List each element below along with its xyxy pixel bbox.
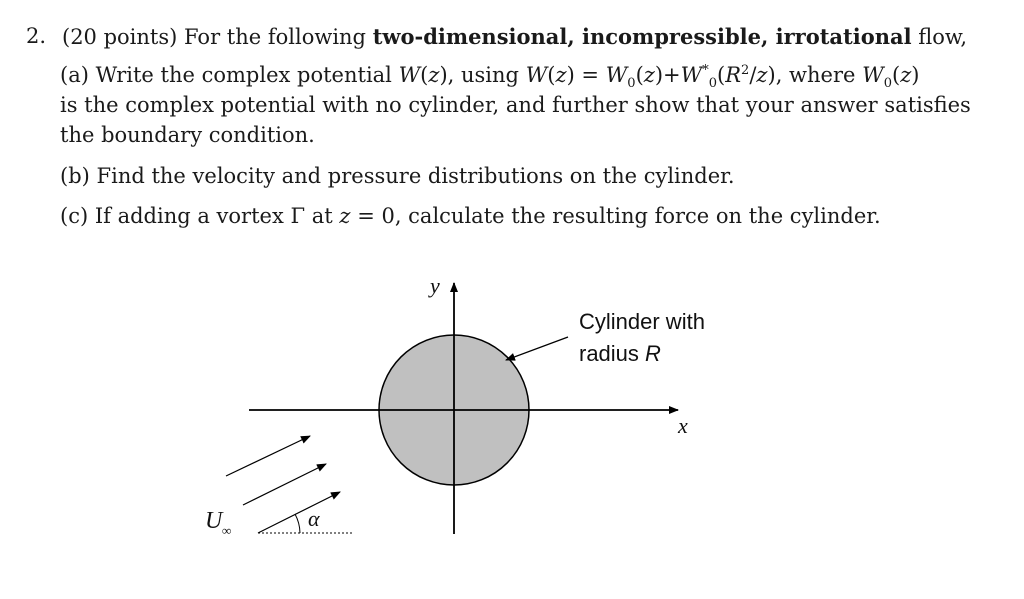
- cylinder-label-line1: Cylinder with: [579, 309, 705, 334]
- problem-points: (20 points) For the following: [62, 25, 366, 49]
- freestream-arrow: [226, 436, 310, 476]
- y-axis-label: y: [430, 273, 440, 298]
- cylinder-label-line2: [579, 341, 661, 366]
- angle-label: α: [308, 506, 320, 531]
- svg-text:radius R: radius R: [579, 341, 661, 366]
- freestream-label: [205, 508, 231, 538]
- part-a-line1: (a) Write the complex potential W(z), using $W(z) = W_0(z)+W^*_0(R^2/z)$, where $W_0(z)$: [60, 63, 920, 92]
- problem-number: 2.: [26, 24, 47, 48]
- part-a-line2: is the complex potential with no cylinder, and further show that your answer satisfies: [60, 93, 971, 117]
- x-axis-label: x: [678, 413, 688, 438]
- part-a-label: (a): [60, 63, 89, 87]
- part-a-line3: the boundary condition.: [60, 123, 315, 147]
- flow-descriptor: two-dimensional, incompressible, irrotational: [372, 24, 912, 49]
- part-c-label: (c): [60, 204, 89, 228]
- freestream-arrow: [243, 464, 326, 505]
- svg-text:U: U: [205, 508, 223, 534]
- cylinder-pointer-arrow: [506, 337, 568, 360]
- angle-arc: [295, 514, 300, 533]
- part-b: (b) Find the velocity and pressure distributions on the cylinder.: [60, 164, 735, 188]
- flow-tail: flow,: [918, 25, 968, 49]
- part-c: (c) If adding a vortex Γ at z = 0, calculate the resulting force on the cylinder.: [60, 204, 881, 228]
- part-b-label: (b): [60, 164, 90, 188]
- svg-text:∞: ∞: [222, 523, 232, 538]
